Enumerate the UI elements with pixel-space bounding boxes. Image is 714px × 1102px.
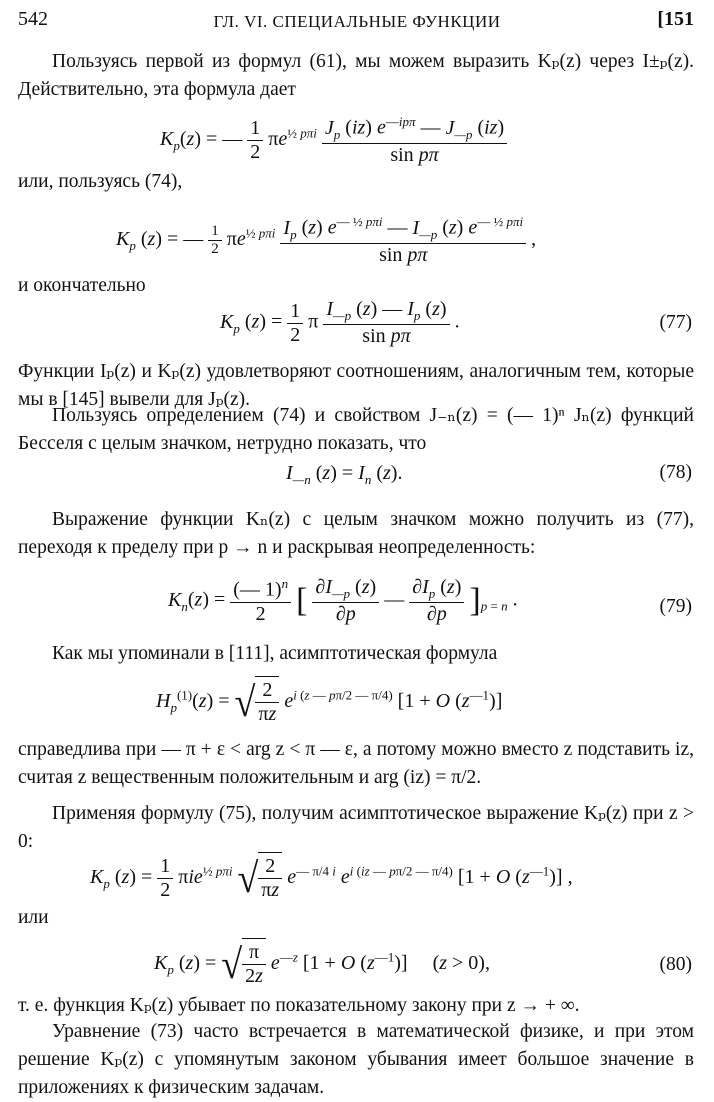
equation-number-77: (77) <box>659 312 692 333</box>
paragraph-12: Уравнение (73) часто встречается в математической физике, и при этом решение Kₚ(z) с упомянутым законом убывания имеет большое значение в приложениях к физическим задачам. <box>18 1021 694 1098</box>
equation-number-78: (78) <box>659 462 692 483</box>
equation-number-80: (80) <box>659 954 692 975</box>
paragraph-7: Как мы упоминали в [111], асимптотическая формула <box>52 643 498 664</box>
book-page: 542 ГЛ. VI. СПЕЦИАЛЬНЫЕ ФУНКЦИИ [151 Пользуясь первой из формул (61), мы можем выразить Kₚ(z) через I±ₚ(z). Действительно, эта формула дает $K_p(z)$ = — $\frac{1}{2}$ $\pi e^{\frac{1}{2} p\pi i}$ $\frac{J_p (iz) e^{—ip\pi} — J_{—p} (iz)}{\text{sin pπ}}$ или, пользуясь (74), $K_p$ (z) = — $\frac{1}{2}$ $\pi e^{\frac{1}{2} p\pi i}$ $\frac{I_p (z) e^{— \frac{1}{2} p\pi i} — I_{—p} (z) e^{— \frac{1}{2} p\pi i}}{\text{sin pπ}}$ , и окончательно $K_p$ (z) = $\frac{1}{2}$ π $\frac{I_{—p} (z) — I_p (z)}{\text{sin pπ}}$ . (77) Функции Iₚ(z) и Kₚ(z) удовлетворяют соотношениям, аналогичным тем, которые мы в [145] вывели для Jₚ(z). Пользуясь определением (74) и свойством J₋ₙ(z) = (— 1)ⁿ Jₙ(z) функций Бесселя с целым значком, нетрудно показать, что $I_{—n}$ $(z) = I_n$ (z). (78) Выражение функции Kₙ(z) с целым значком можно получить из (77), переходя к пределу при p → n и раскрывая неопределенность: $K_n(z)$ = $\frac{(— 1)^n}{2}$ [ $\frac{\partial I_{—p} (z)}{\partial p}$ — $\frac{\partial I_p (z)}{\partial p}$ ]$_{p = n}$ . (79) Как мы упоминали в [111], асимптотическая формула $H_p^{(1)}(z)$ = √ $\frac{2}{\pi z}$ $e^{i (z — p\pi/2 — \pi/4)}$ [1 + O $(z^{—1})$] справедлива при — π + ε < arg z < π — ε, а потому можно вместо z подставить iz, считая z вещественным положительным и arg (iz) = π/2. Применяя формулу (75), получим асимптотическое выражение Kₚ(z) при z > 0: $K_p$ (z) = $\frac{1}{2}$ πie$^{\frac{1}{2} p\pi i}$ √ $\frac{2}{\pi z}$ $e^{— \pi/4 i}$ $e^{i (iz — p\pi/2 — \pi/4)}$ [1 + O $(z^{—1})$] , или $K_p$ (z) = √ $\frac{\pi}{2z}$ $e^{—z}$ [1 + O $(z^{—1})$] (z > 0), (80) т. е. функция Kₚ(z) убывает по показательному закону при z → + ∞. Уравнение (73) часто встречается в математической физике, и при этом решение Kₚ(z) с упомянутым законом убывания имеет большое значение в приложениях к физическим задачам. <box>0 0 714 1100</box>
equation-number-79: (79) <box>659 596 692 617</box>
paragraph-9: Применяя формулу (75), получим асимптотическое выражение Kₚ(z) при z > 0: <box>18 803 694 852</box>
page-number: 542 <box>18 8 48 30</box>
section-number: [151 <box>657 8 694 30</box>
paragraph-10: или <box>18 907 49 928</box>
paragraph-4: Функции Iₚ(z) и Kₚ(z) удовлетворяют соотношениям, аналогичным тем, которые мы в [145] вывели для Jₚ(z). <box>18 361 694 410</box>
paragraph-1: Пользуясь первой из формул (61), мы можем выразить Kₚ(z) через I±ₚ(z). Действительно, эта формула дает <box>18 51 694 100</box>
paragraph-5: Пользуясь определением (74) и свойством J₋ₙ(z) = (— 1)ⁿ Jₙ(z) функций Бесселя с целым значком, нетрудно показать, что <box>18 405 694 454</box>
paragraph-2: или, пользуясь (74), <box>18 171 183 192</box>
paragraph-11: т. е. функция Kₚ(z) убывает по показательному закону при z → + ∞. <box>18 995 580 1016</box>
paragraph-8: справедлива при — π + ε < arg z < π — ε, а потому можно вместо z подставить iz, считая z вещественным положительным и arg (iz) = π/2. <box>18 739 694 788</box>
paragraph-3: и окончательно <box>18 275 146 296</box>
running-header: ГЛ. VI. СПЕЦИАЛЬНЫЕ ФУНКЦИИ <box>213 12 501 31</box>
paragraph-6: Выражение функции Kₙ(z) с целым значком можно получить из (77), переходя к пределу при p → n и раскрывая неопределенность: <box>18 509 694 558</box>
